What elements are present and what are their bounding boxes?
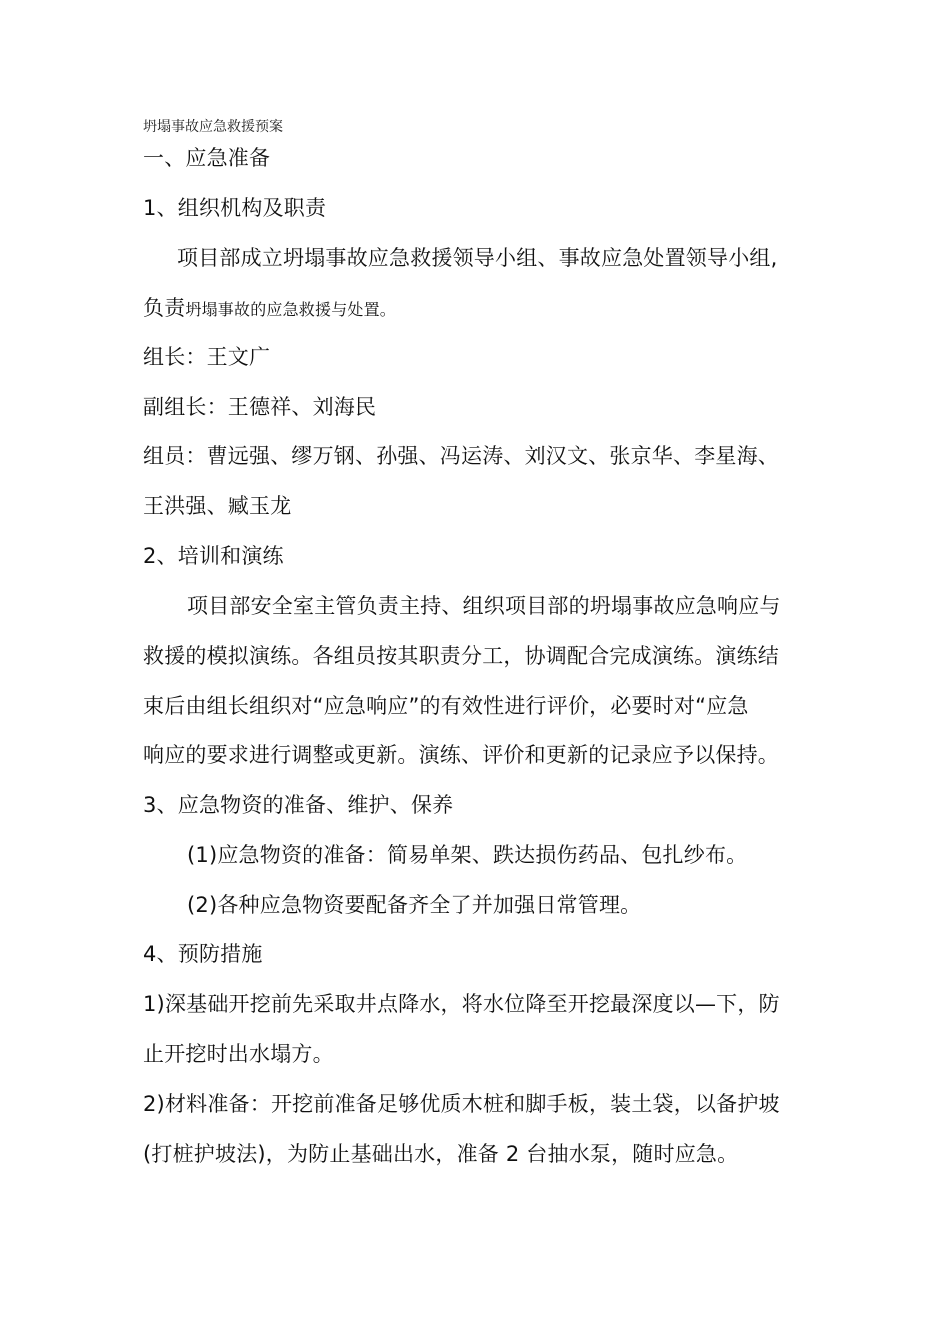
sec1-heading: 1、组织机构及职责 bbox=[143, 196, 327, 220]
sec1-leader: 组长：王文广 bbox=[143, 345, 271, 369]
sec1-members-line1: 组员：曹远强、缪万钢、孙强、冯运涛、刘汉文、张京华、李星海、 bbox=[143, 444, 779, 468]
document-title: 坍塌事故应急救援预案 bbox=[143, 119, 283, 135]
sec3-heading: 3、应急物资的准备、维护、保养 bbox=[143, 793, 454, 817]
sec1-members-line2: 王洪强、臧玉龙 bbox=[143, 494, 292, 518]
sec4-heading: 4、预防措施 bbox=[143, 942, 263, 966]
section-heading: 一、应急准备 bbox=[143, 146, 271, 170]
sec1-paragraph-line2 bbox=[143, 293, 396, 325]
sec2-paragraph-line3: 束后由组长组织对“应急响应”的有效性进行评价，必要时对“应急 bbox=[143, 694, 749, 718]
sec1-deputy: 副组长：王德祥、刘海民 bbox=[143, 395, 377, 419]
sec3-item1: (1)应急物资的准备：简易单架、跌达损伤药品、包扎纱布。 bbox=[187, 843, 748, 867]
sec2-paragraph-line1: 项目部安全室主管负责主持、组织项目部的坍塌事故应急响应与 bbox=[187, 594, 781, 618]
sec2-paragraph-line4: 响应的要求进行调整或更新。演练、评价和更新的记录应予以保持。 bbox=[143, 743, 779, 767]
sec1-paragraph-line1: 项目部成立坍塌事故应急救援领导小组、事故应急处置领导小组, bbox=[177, 246, 778, 270]
sec4-item1-line1: 1)深基础开挖前先采取井点降水，将水位降至开挖最深度以—下，防 bbox=[143, 992, 780, 1016]
sec2-paragraph-line2: 救援的模拟演练。各组员按其职责分工，协调配合完成演练。演练结 bbox=[143, 644, 779, 668]
sec1-paragraph-line2-big: 负责 bbox=[143, 296, 186, 320]
sec2-heading: 2、培训和演练 bbox=[143, 544, 284, 568]
sec3-item2: (2)各种应急物资要配备齐全了并加强日常管理。 bbox=[187, 893, 642, 917]
sec4-item1-line2: 止开挖时出水塌方。 bbox=[143, 1042, 334, 1066]
sec1-paragraph-line2-small: 坍塌事故的应急救援与处置。 bbox=[185, 300, 397, 319]
sec4-item2-line2: (打桩护坡法)，为防止基础出水，准备 2 台抽水泵，随时应急。 bbox=[143, 1142, 739, 1166]
sec4-item2-line1: 2)材料准备：开挖前准备足够优质木桩和脚手板，装土袋，以备护坡 bbox=[143, 1092, 780, 1116]
